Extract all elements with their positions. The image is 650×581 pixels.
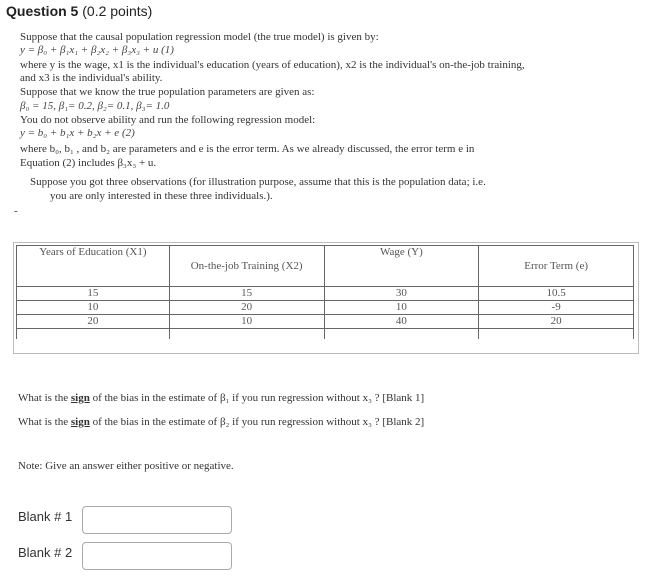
q1-prefix: What is the [18,392,69,404]
cell: -9 [479,301,634,315]
separator-dash: - [14,205,18,217]
parameters: β₀ = 15, β₁= 0.2, β₂= 0.1, β₃= 1.0 [20,100,170,112]
cell: 20 [169,301,324,315]
cell: 30 [324,287,479,301]
q2-sign: sign [70,416,90,428]
table-header-row [17,246,634,287]
table-spacer-row [17,329,634,340]
q2-blank-ref: [Blank 2] [382,416,425,428]
q1-blank-ref: [Blank 1] [382,392,425,404]
body-line-3: where y is the wage, x1 is the individual's education (years of education), x2 is the individual's on-the-job training, [20,59,525,71]
blank-1-label: Blank # 1 [18,509,73,524]
equation-1: y = β₀ + β₁x₁ + β₂x₂ + β₃x₃ + u (1) [20,44,174,56]
body-line-5: Suppose that we know the true population parameters are given as: [20,86,315,98]
header-x1: Years of Education (X1) [17,246,170,287]
table-row [17,301,634,315]
cell: 20 [17,315,170,329]
blank-2-input[interactable] [82,542,232,570]
question-title [6,3,152,19]
q2-text: of the bias in the estimate of β₂ if you run regression without x₃ ? [92,416,380,428]
q2-prefix: What is the [18,416,69,428]
note: Note: Give an answer either positive or negative. [18,460,234,472]
cell: 10 [324,301,479,315]
body-line-1: Suppose that the causal population regression model (the true model) is given by: [20,31,379,43]
body-line-9: where b₀, b₁ , and b₂ are parameters and e is the error term. As we already discussed, the error term e in [20,143,475,155]
cell: 10 [17,301,170,315]
body-line-12: you are only interested in these three individuals.). [50,190,273,202]
table-row [17,287,634,301]
header-y: Wage (Y) [324,246,479,287]
equation-2: y = b₀ + b₁x + b₂x + e (2) [20,127,135,139]
body-line-11: Suppose you got three observations (for illustration purpose, assume that this is the population data; i.e. [30,176,486,188]
q1-text: of the bias in the estimate of β₁ if you run regression without x₃ ? [92,392,380,404]
body-line-7: You do not observe ability and run the following regression model: [20,114,316,126]
table-row [17,315,634,329]
body-line-4: and x3 is the individual's ability. [20,72,163,84]
q1-sign: sign [70,392,90,404]
cell: 15 [17,287,170,301]
header-x2: On-the-job Training (X2) [169,246,324,287]
body-line-10: Equation (2) includes β₃x₃ + u. [20,157,157,169]
blank-1-input[interactable] [82,506,232,534]
header-e: Error Term (e) [479,246,634,287]
cell: 40 [324,315,479,329]
cell: 10.5 [479,287,634,301]
cell: 20 [479,315,634,329]
cell: 15 [169,287,324,301]
data-table [16,245,634,339]
blank-2-label: Blank # 2 [18,545,73,560]
question-points: (0.2 points) [82,3,153,19]
question-number: Question 5 [6,3,79,19]
question-2 [18,416,424,428]
cell: 10 [169,315,324,329]
question-1 [18,392,424,404]
